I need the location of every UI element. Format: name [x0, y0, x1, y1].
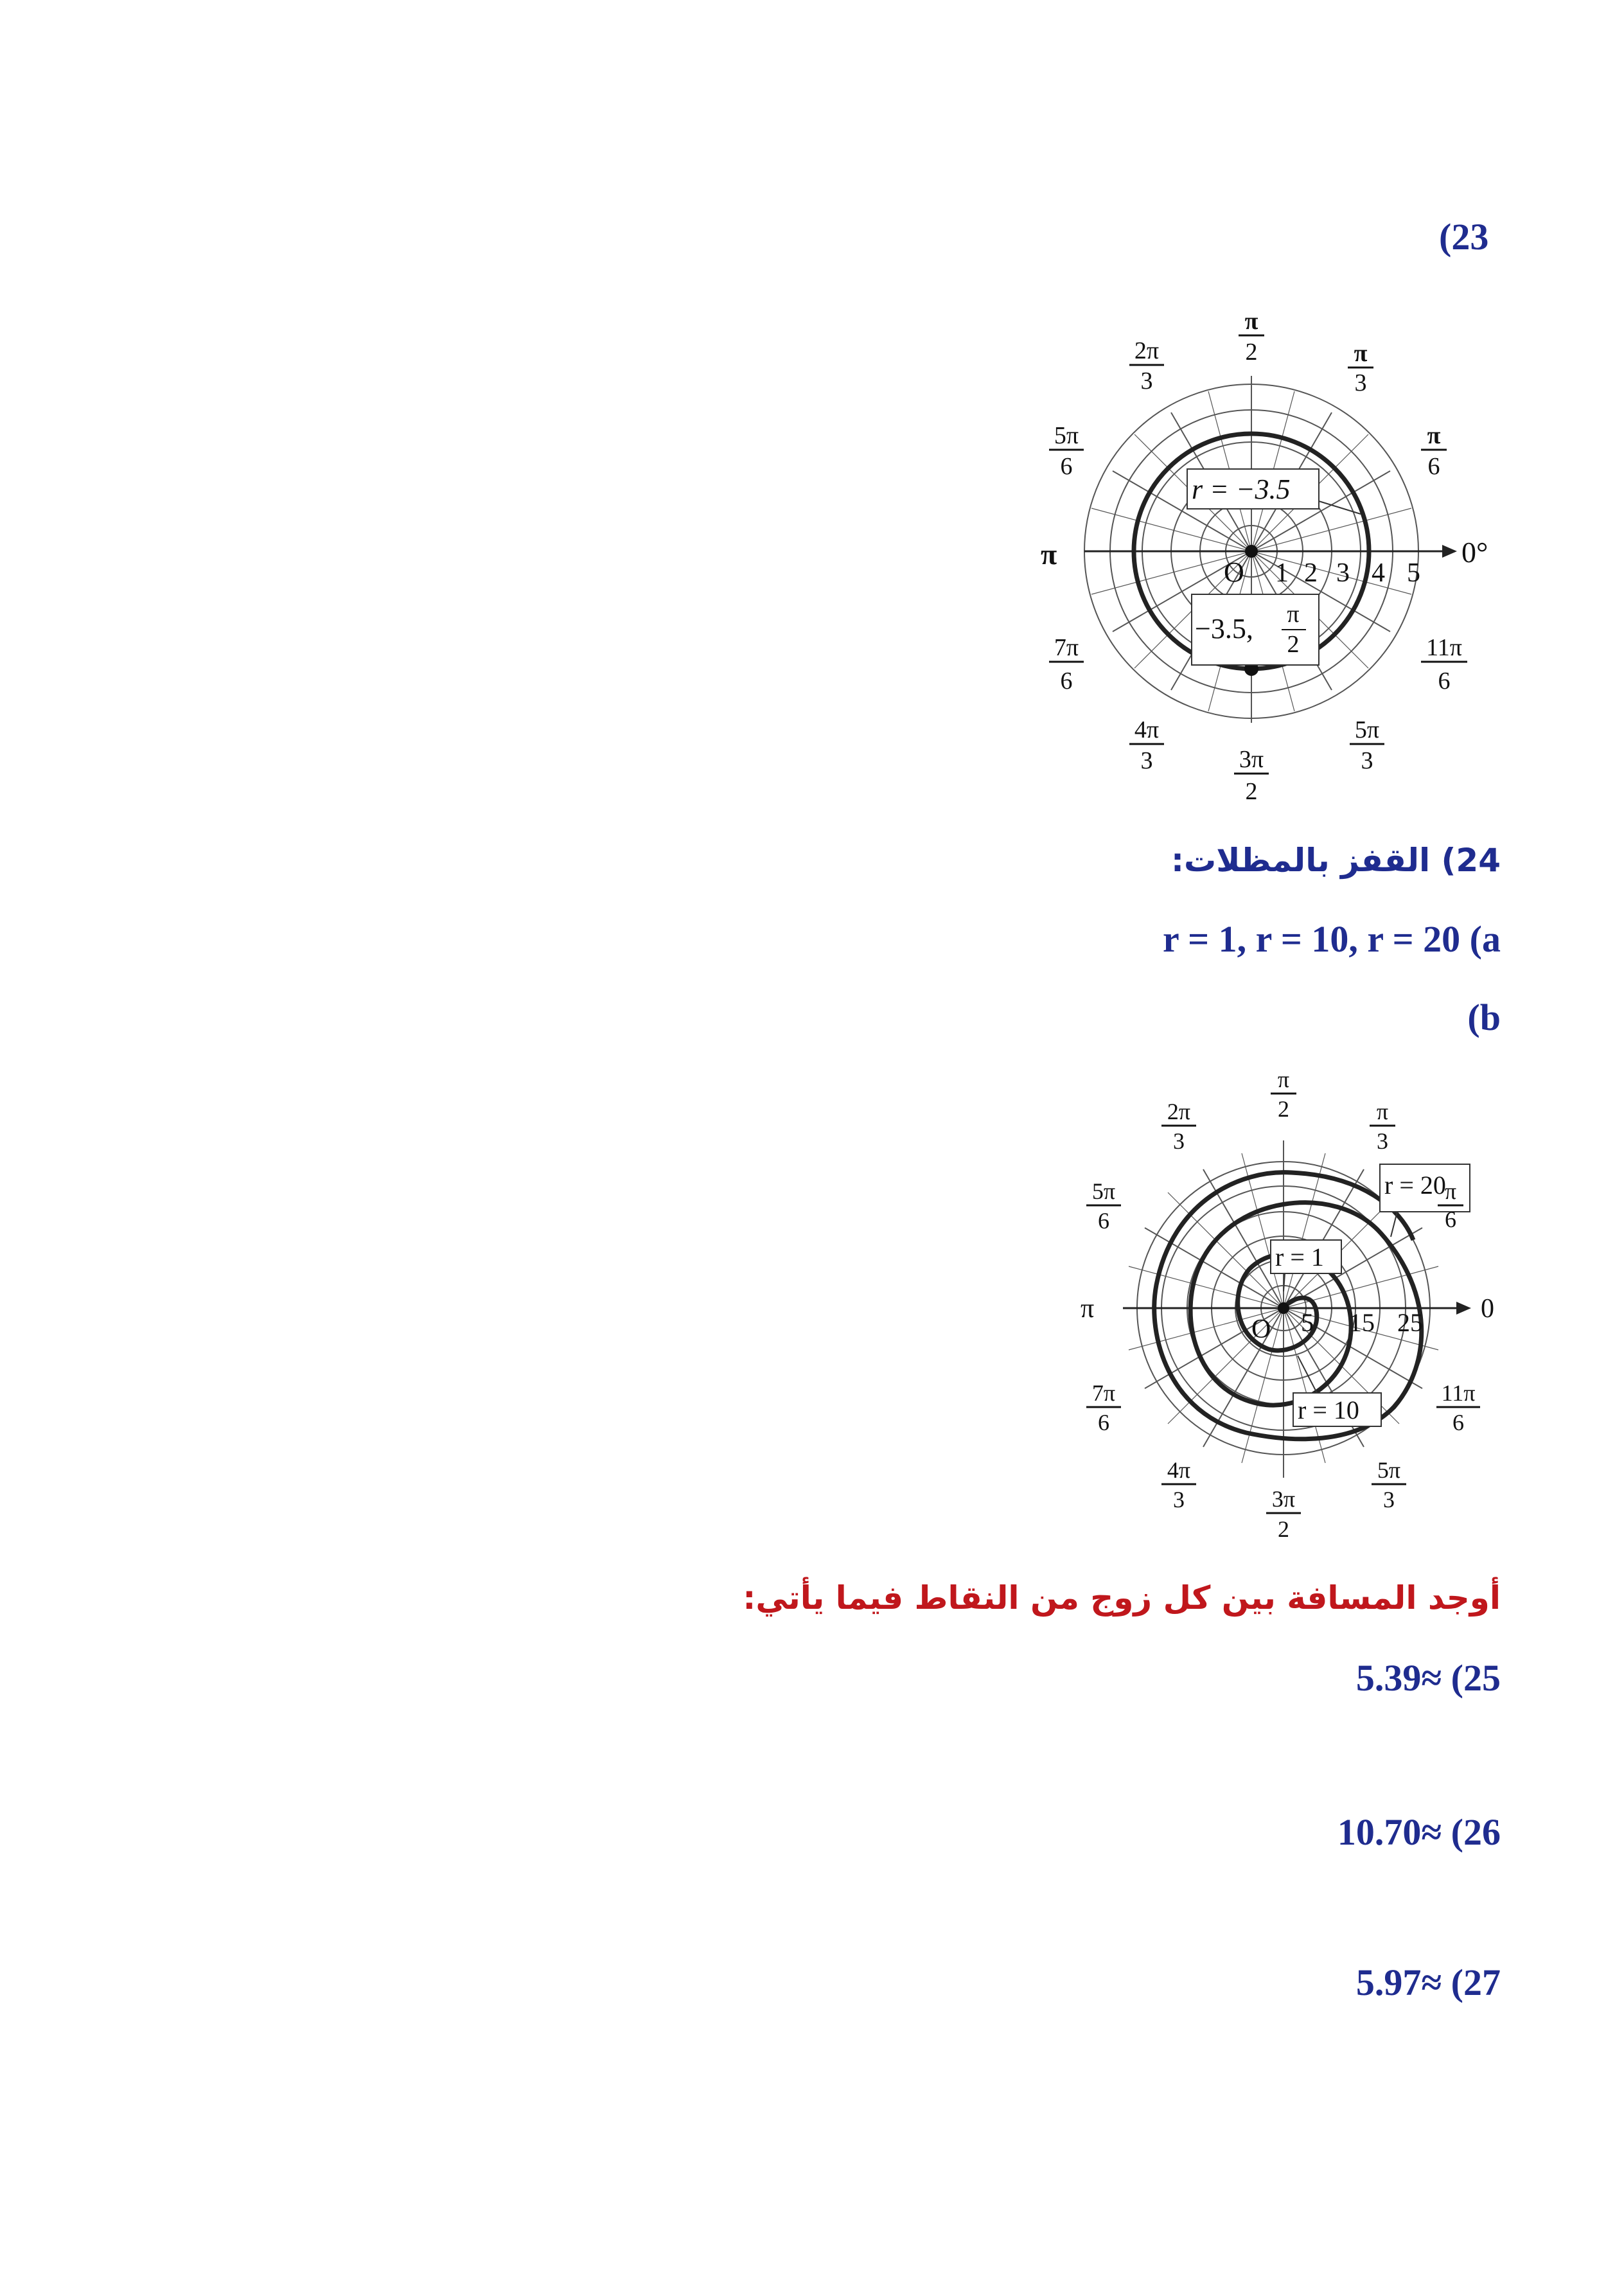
angle-pi-over-3-num: π [1354, 340, 1368, 367]
radial-tick-3: 3 [1336, 558, 1350, 588]
angle2-2pi-over-3-num: 2π [1167, 1099, 1191, 1124]
label-r20: r = 20 [1384, 1171, 1446, 1200]
angle-2pi-over-3-num: 2π [1134, 337, 1160, 364]
origin-label: O [1224, 556, 1244, 588]
answer-25: 5.39≈ (25 [1355, 1657, 1501, 1699]
zero-angle-label: 0° [1461, 536, 1488, 569]
angle2-2pi-over-3-den: 3 [1173, 1128, 1185, 1154]
angle2-5pi-over-6-den: 6 [1098, 1208, 1109, 1234]
radial-tick-5: 5 [1301, 1308, 1314, 1337]
label-r1: r = 1 [1275, 1243, 1324, 1272]
angle2-5pi-over-3-num: 5π [1377, 1457, 1401, 1483]
question-24-heading: 24) القفز بالمظلات: [1170, 842, 1501, 879]
pointer-r20 [1391, 1212, 1397, 1237]
radial-tick-4: 4 [1372, 558, 1385, 588]
angle2-7pi-over-6-num: 7π [1091, 1380, 1116, 1406]
angle2-3pi-over-2-num: 3π [1271, 1486, 1296, 1512]
radial-tick-25: 25 [1397, 1308, 1423, 1337]
angle-5pi-over-6-num: 5π [1054, 422, 1079, 449]
angle-11pi-over-6-den: 6 [1438, 668, 1451, 695]
angle-7pi-over-6-num: 7π [1054, 634, 1079, 661]
origin-label-2: O [1251, 1315, 1271, 1344]
point-label-angle-den: 2 [1287, 631, 1300, 658]
angle2-pi-over-3-num: π [1376, 1099, 1389, 1124]
angle-11pi-over-6-num: 11π [1426, 634, 1462, 661]
answer-26: 10.70≈ (26 [1337, 1811, 1501, 1853]
angle2-11pi-over-6-den: 6 [1452, 1410, 1464, 1435]
curve-label: r = −3.5 [1192, 474, 1291, 505]
angle2-pi-over-6-den: 6 [1445, 1207, 1456, 1232]
angle-3pi-over-2-den: 2 [1245, 778, 1258, 805]
point-label-angle-num: π [1287, 601, 1300, 628]
angle2-pi-over-3-den: 3 [1377, 1128, 1388, 1154]
radial-tick-1: 1 [1275, 558, 1289, 588]
angle2-5pi-over-6-num: 5π [1091, 1178, 1116, 1204]
angle-5pi-over-6-den: 6 [1060, 453, 1073, 480]
angle-pi-over-2-num: π [1244, 308, 1258, 335]
angle-pi-over-6-num: π [1427, 422, 1441, 449]
angle-4pi-over-3-den: 3 [1140, 747, 1153, 774]
angle2-4pi-over-3-num: 4π [1167, 1457, 1191, 1483]
angle2-4pi-over-3-den: 3 [1173, 1487, 1185, 1512]
pi-angle-label: π [1041, 538, 1057, 571]
radial-tick-15: 15 [1349, 1308, 1375, 1337]
angle-7pi-over-6-den: 6 [1060, 668, 1073, 695]
question-24-part-a: r = 1, r = 10, r = 20 (a [1162, 918, 1501, 960]
pi-angle-label-2: π [1081, 1294, 1095, 1324]
angle-5pi-over-3-den: 3 [1361, 747, 1373, 774]
radial-tick-2: 2 [1304, 558, 1318, 588]
angle-pi-over-3-den: 3 [1354, 369, 1367, 396]
label-r10: r = 10 [1298, 1396, 1359, 1424]
radial-tick-5: 5 [1407, 558, 1420, 588]
angle2-pi-over-2-den: 2 [1278, 1096, 1289, 1122]
zero-angle-label-2: 0 [1481, 1294, 1494, 1324]
origin-point-2 [1278, 1302, 1289, 1314]
angle-3pi-over-2-num: 3π [1239, 746, 1264, 773]
polar-axis-arrow-2 [1456, 1302, 1471, 1315]
question-24-part-b: (b [1467, 997, 1501, 1038]
angle-pi-over-2-den: 2 [1245, 339, 1258, 366]
angle2-7pi-over-6-den: 6 [1098, 1410, 1109, 1435]
distance-heading: أوجد المسافة بين كل زوج من النقاط فيما يأتي: [743, 1579, 1501, 1617]
point-label-value: −3.5, [1195, 613, 1253, 644]
answer-27: 5.97≈ (27 [1355, 1962, 1501, 2003]
angle2-5pi-over-3-den: 3 [1383, 1487, 1395, 1512]
angle-5pi-over-3-num: 5π [1354, 716, 1380, 743]
angle-pi-over-6-den: 6 [1427, 453, 1440, 480]
angle2-11pi-over-6-num: 11π [1441, 1380, 1476, 1406]
angle2-3pi-over-2-den: 2 [1278, 1516, 1289, 1542]
angle-2pi-over-3-den: 3 [1140, 368, 1153, 394]
angle2-pi-over-6-num: π [1444, 1178, 1457, 1204]
question-23-number: (23 [1439, 216, 1489, 258]
angle-4pi-over-3-num: 4π [1134, 716, 1160, 743]
angle2-pi-over-2-num: π [1277, 1067, 1290, 1092]
